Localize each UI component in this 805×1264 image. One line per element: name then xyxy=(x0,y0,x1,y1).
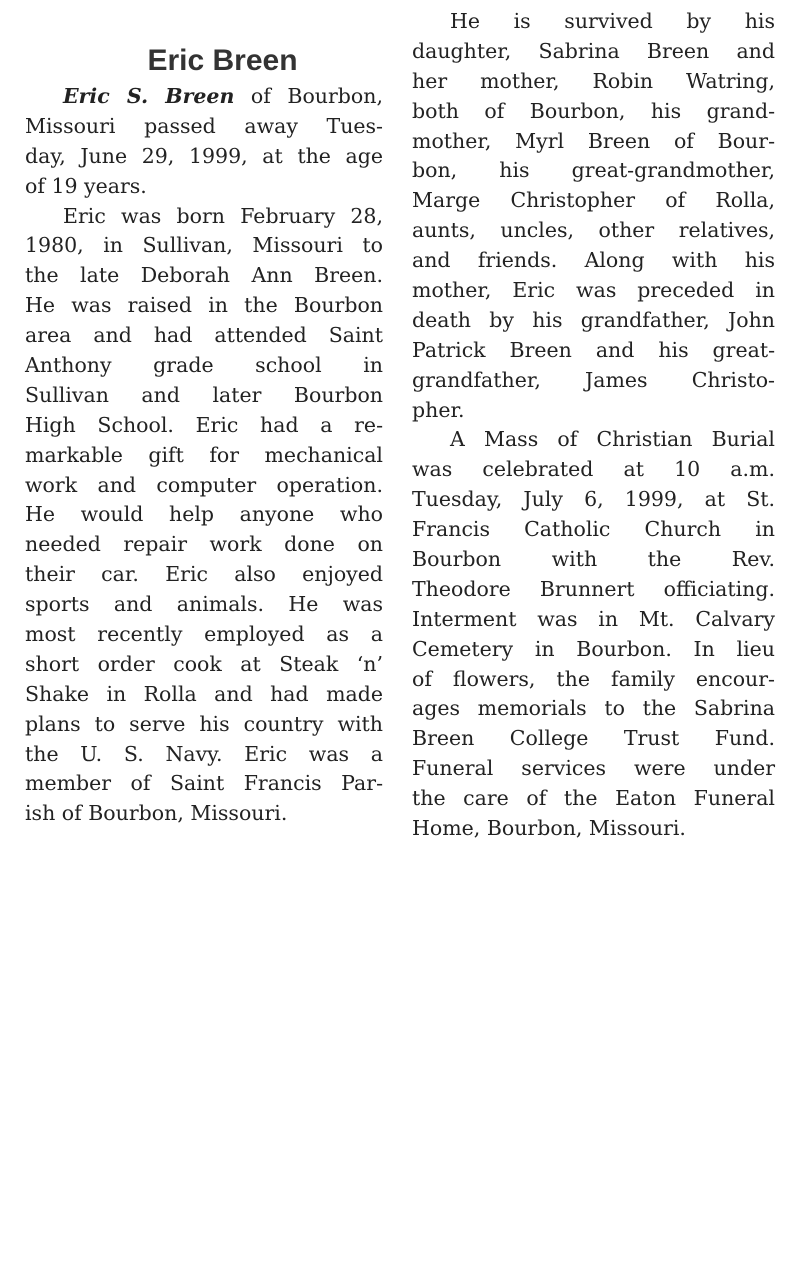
text-line: of 19 years. xyxy=(25,173,147,198)
text-line: grandfather, James Christo- xyxy=(412,367,775,392)
text-line: Marge Christopher of Rolla, xyxy=(412,188,775,213)
text-line: most recently employed as a xyxy=(25,622,383,647)
obituary-title: Eric Breen xyxy=(147,44,298,77)
text-line: both of Bourbon, his grand- xyxy=(412,98,775,123)
text-line: He was raised in the Bourbon xyxy=(25,293,383,318)
text-line: of flowers, the family encour- xyxy=(412,666,775,691)
text-line: mother, Myrl Breen of Bour- xyxy=(412,128,775,153)
text-line: Francis Catholic Church in xyxy=(412,517,775,542)
text-line: plans to serve his country with xyxy=(25,711,383,736)
text-line: bon, his great-grandmother, xyxy=(412,158,775,183)
text-line: Home, Bourbon, Missouri. xyxy=(412,816,686,841)
text-line: aunts, uncles, other relatives, xyxy=(412,218,775,243)
text-line: daughter, Sabrina Breen and xyxy=(412,38,775,63)
text-line: Patrick Breen and his great- xyxy=(412,337,775,362)
left-column xyxy=(25,82,383,829)
text-line: mother, Eric was preceded in xyxy=(412,278,775,303)
text-line: Funeral services were under xyxy=(412,756,775,781)
text-line: He is survived by his xyxy=(450,9,775,33)
text-line: pher. xyxy=(412,397,465,422)
text-line: 1980, in Sullivan, Missouri to xyxy=(25,233,383,258)
right-column xyxy=(412,7,775,844)
text-line: He would help anyone who xyxy=(25,502,383,527)
text-line: Shake in Rolla and had made xyxy=(25,681,383,706)
text-line: ages memorials to the Sabrina xyxy=(412,696,775,721)
text-line: Missouri passed away Tues- xyxy=(25,113,383,138)
text-line: Eric was born February 28, xyxy=(63,203,383,228)
text-line: Theodore Brunnert officiating. xyxy=(412,576,775,601)
lead-line xyxy=(25,82,383,112)
text-line: Anthony grade school in xyxy=(25,353,383,378)
text-line: and friends. Along with his xyxy=(412,248,775,273)
text-line: A Mass of Christian Burial xyxy=(450,427,775,452)
text-line: area and had attended Saint xyxy=(25,323,383,348)
text-line: Cemetery in Bourbon. In lieu xyxy=(412,636,775,661)
text-line: the late Deborah Ann Breen. xyxy=(25,263,383,288)
lead-text: of Bourbon, xyxy=(234,84,383,108)
text-line: Bourbon with the Rev. xyxy=(412,547,775,572)
text-line: ish of Bourbon, Missouri. xyxy=(25,801,288,826)
text-line: was celebrated at 10 a.m. xyxy=(412,457,775,482)
text-line: Tuesday, July 6, 1999, at St. xyxy=(412,487,775,512)
text-line: day, June 29, 1999, at the age xyxy=(25,143,383,168)
text-line: death by his grandfather, John xyxy=(412,307,775,332)
deceased-name: Eric S. Breen xyxy=(63,84,235,108)
text-line: member of Saint Francis Par- xyxy=(25,771,383,796)
text-line: Interment was in Mt. Calvary xyxy=(412,606,775,631)
text-line: High School. Eric had a re- xyxy=(25,412,383,437)
text-line: Breen College Trust Fund. xyxy=(412,726,775,751)
text-line: work and computer operation. xyxy=(25,472,383,497)
text-line: the U. S. Navy. Eric was a xyxy=(25,741,383,766)
text-line: short order cook at Steak ‘n’ xyxy=(25,651,383,676)
text-line: Sullivan and later Bourbon xyxy=(25,382,383,407)
text-line: her mother, Robin Watring, xyxy=(412,68,775,93)
text-line: sports and animals. He was xyxy=(25,592,383,617)
text-line: needed repair work done on xyxy=(25,532,383,557)
text-line: the care of the Eaton Funeral xyxy=(412,786,775,811)
text-line: markable gift for mechanical xyxy=(25,442,383,467)
text-line: their car. Eric also enjoyed xyxy=(25,562,383,587)
